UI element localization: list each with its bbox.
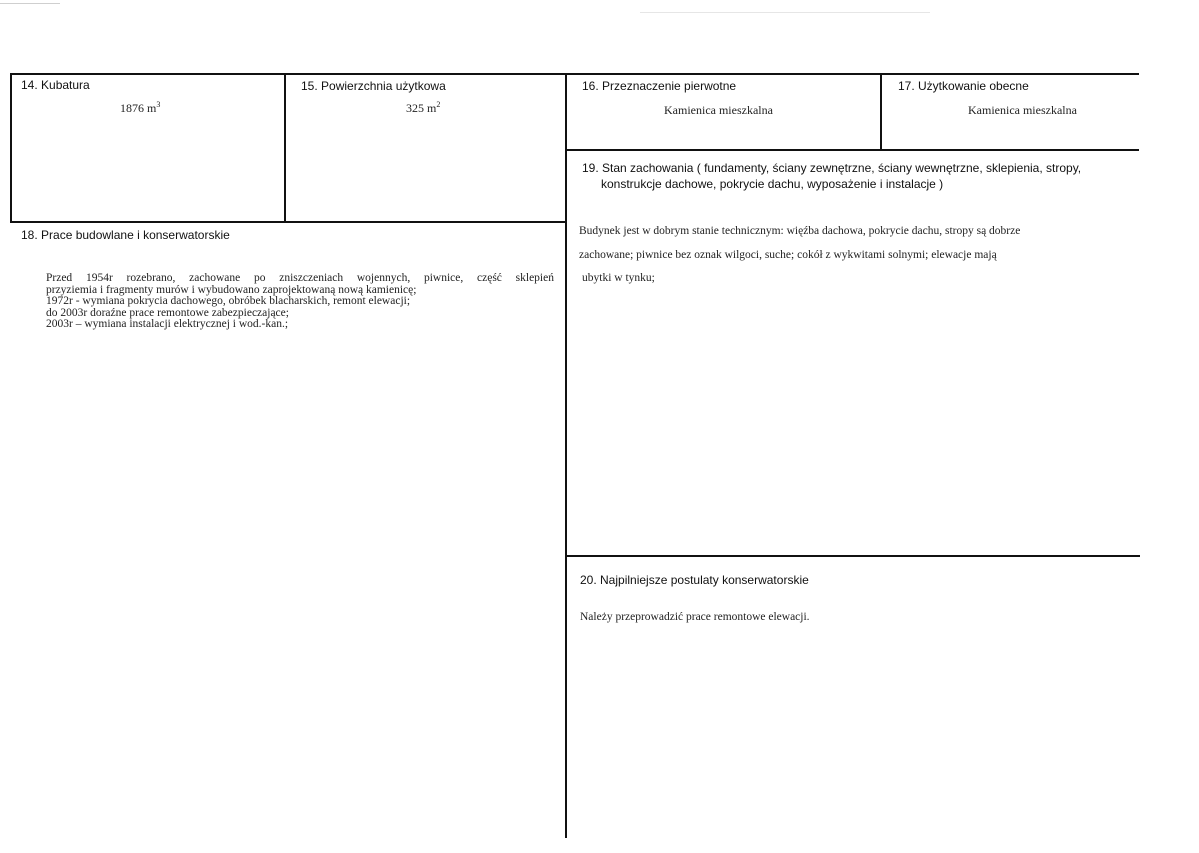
field-19-label-line-2: konstrukcje dachowe, pokrycie dachu, wyposażenie i instalacje ) (601, 177, 944, 191)
scan-artifact-left (0, 3, 60, 4)
field-14-exponent: 3 (156, 100, 161, 109)
field-20-label: 20. Najpilniejsze postulaty konserwatorskie (580, 573, 809, 587)
scan-artifact-right (640, 12, 930, 13)
field-18-line-1: Przed 1954r rozebrano, zachowane po zniszczeniach wojennych, piwnice, część sklepień (46, 272, 554, 284)
divider-14-15 (284, 73, 286, 223)
field-14-label: 14. Kubatura (21, 78, 90, 92)
center-divider (565, 73, 567, 838)
field-18-line-5: 2003r – wymiana instalacji elektrycznej i wod.-kan.; (46, 318, 289, 330)
field-16-value: Kamienica mieszkalna (664, 103, 773, 117)
field-18-label: 18. Prace budowlane i konserwatorskie (21, 228, 230, 242)
left-border (10, 73, 12, 223)
top-border (10, 73, 1139, 75)
field-19-line-1: Budynek jest w dobrym stanie technicznym: więźba dachowa, pokrycie dachu, stropy są dobrze (579, 225, 1021, 237)
field-19-label-line-1: 19. Stan zachowania ( fundamenty, ściany zewnętrzne, ściany wewnętrzne, sklepienia, stropy, (582, 161, 1082, 175)
divider-row1-right (567, 149, 1139, 151)
field-14-number: 1876 m (120, 101, 157, 115)
field-18-line-4: do 2003r doraźne prace remontowe zabezpieczające; (46, 306, 289, 319)
field-14-value (120, 101, 160, 116)
field-20-text: Należy przeprowadzić prace remontowe elewacji. (580, 611, 810, 623)
field-15-exponent: 2 (436, 100, 441, 109)
field-18-text (46, 273, 554, 331)
field-17-value: Kamienica mieszkalna (968, 103, 1077, 117)
field-16-label: 16. Przeznaczenie pierwotne (582, 79, 737, 93)
field-18-line-3: 1972r - wymiana pokrycia dachowego, obróbek blacharskich, remont elewacji; (46, 295, 411, 307)
divider-16-17 (880, 73, 882, 151)
divider-field20 (567, 555, 1140, 557)
field-15-number: 325 m (406, 101, 437, 115)
field-15-label: 15. Powierzchnia użytkowa (301, 79, 446, 93)
field-19-line-3: ubytki w tynku; (582, 272, 655, 284)
field-17-label: 17. Użytkowanie obecne (898, 79, 1029, 93)
field-15-value (406, 101, 440, 116)
divider-row1-left (10, 221, 567, 223)
field-18-line-2: przyziemia i fragmenty murów i wybudowano zaprojektowaną nową kamienicę; (46, 283, 417, 296)
field-19-line-2: zachowane; piwnice bez oznak wilgoci, suche; cokół z wykwitami solnymi; elewacje mają (579, 249, 997, 261)
